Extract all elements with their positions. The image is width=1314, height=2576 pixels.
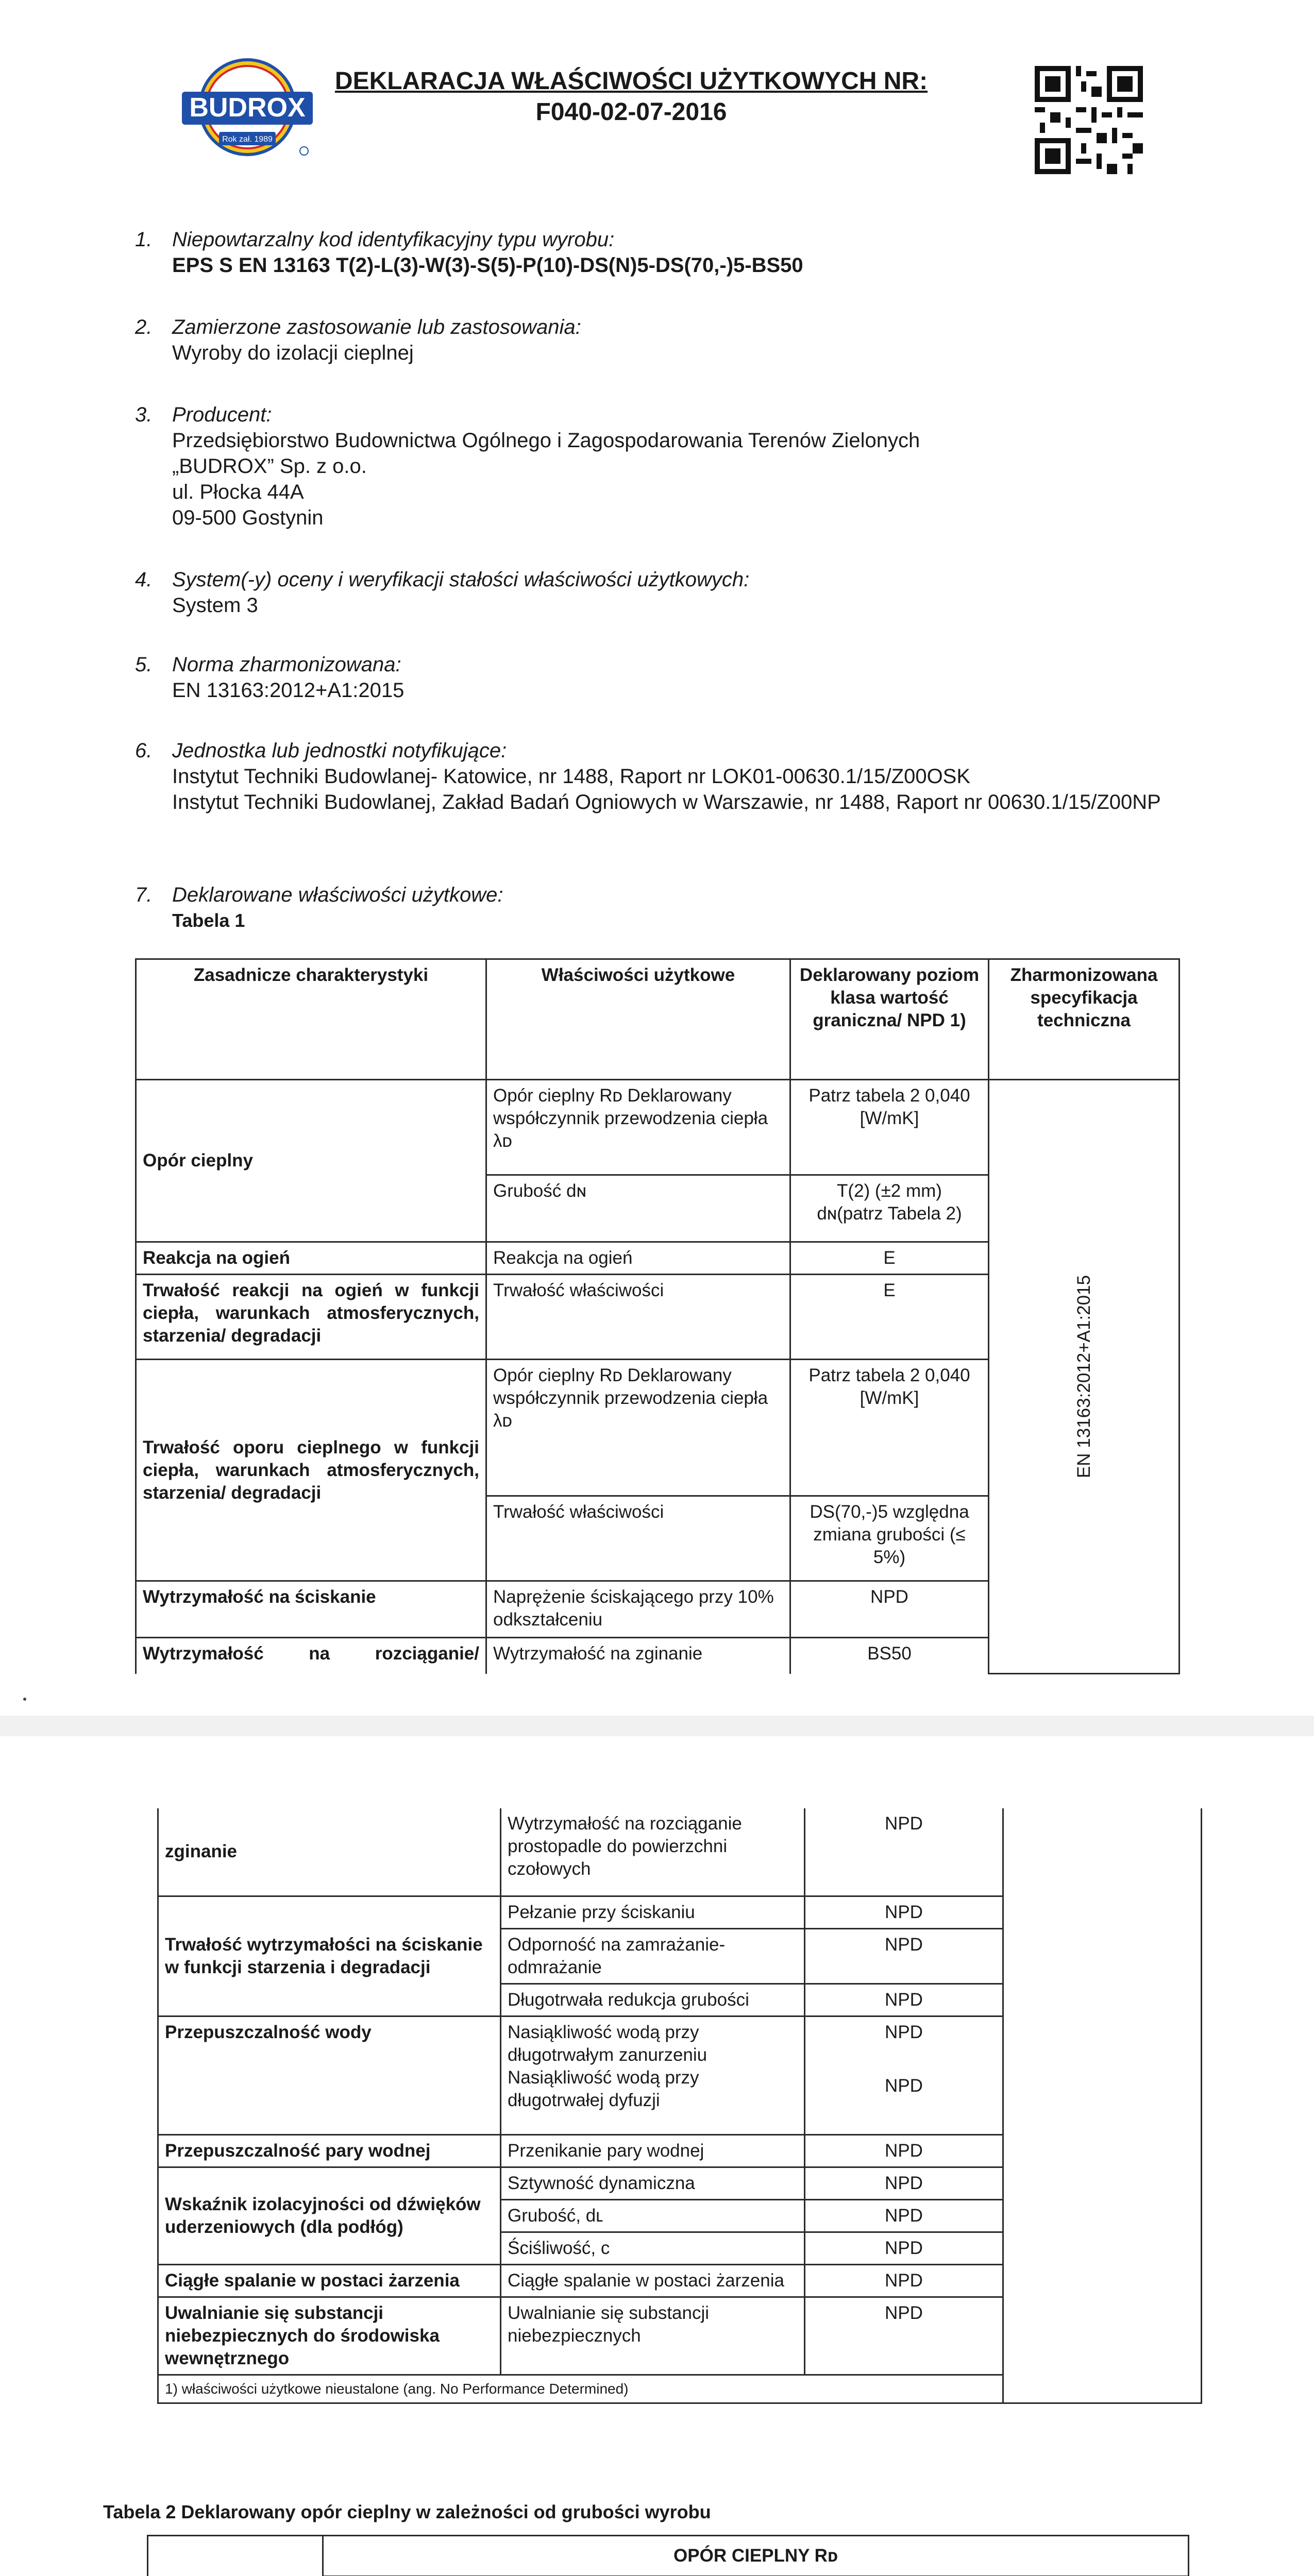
value-cell: NPD <box>805 2297 1003 2375</box>
column-header: Właściwości użytkowe <box>486 959 790 1080</box>
performance-table-continued <box>157 1808 1202 2404</box>
table-row <box>158 1808 1202 1896</box>
property-cell: Reakcja na ogień <box>486 1242 790 1275</box>
notified-body-line: Instytut Techniki Budowlanej- Katowice, nr 1488, Raport nr LOK01-00630.1/15/Z00OSK <box>172 765 971 788</box>
value-cell: E <box>790 1242 989 1275</box>
section-number: 2. <box>135 316 153 338</box>
row-label-cell <box>148 2536 323 2576</box>
declaration-number: F040-02-07-2016 <box>535 98 727 126</box>
column-header: Deklarowany poziom klasa wartość graniczna/ NPD 1) <box>790 959 989 1080</box>
value-line: dɴ(patrz Tabela 2) <box>817 1204 962 1224</box>
characteristic-cell: Ciągłe spalanie w postaci żarzenia <box>158 2264 501 2297</box>
column-header: Zasadnicze charakterystyki <box>136 959 486 1080</box>
title-line-1: DEKLARACJA WŁAŚCIWOŚCI UŻYTKOWYCH NR: <box>334 67 928 95</box>
column-header: Zharmonizowana specyfikacja techniczna <box>989 959 1180 1080</box>
property-cell: Sztywność dynamiczna <box>501 2167 805 2199</box>
intended-use: Wyroby do izolacji cieplnej <box>172 342 414 364</box>
property-cell <box>501 2016 805 2134</box>
value-cell: NPD <box>805 1928 1003 1984</box>
value-line: NPD <box>885 2075 923 2096</box>
property-cell: Ściśliwość, c <box>501 2232 805 2264</box>
property-cell: Grubość dɴ <box>486 1175 790 1242</box>
value-cell: NPD <box>805 2264 1003 2297</box>
section-heading: Norma zharmonizowana: <box>172 653 401 676</box>
table-2-title: OPÓR CIEPLNY Rᴅ <box>323 2536 1189 2576</box>
characteristic-cell: Przepuszczalność wody <box>158 2016 501 2134</box>
characteristic-cell: Uwalnianie się substancji niebezpiecznych do środowiska wewnętrznego <box>158 2297 501 2375</box>
value-cell: NPD <box>790 1581 989 1638</box>
value-cell: NPD <box>805 2232 1003 2264</box>
property-cell: Opór cieplny Rᴅ Deklarowany współczynnik przewodzenia ciepła λᴅ <box>486 1360 790 1496</box>
characteristic-cell: Opór cieplny <box>136 1080 486 1242</box>
value-cell: NPD <box>805 1896 1003 1928</box>
characteristic-cell: Wytrzymałość na ściskanie <box>136 1581 486 1638</box>
harmonized-spec: EN 13163:2012+A1:2015 <box>1073 1275 1094 1479</box>
characteristic-cell: Reakcja na ogień <box>136 1242 486 1275</box>
property-cell: Grubość, dʟ <box>501 2199 805 2232</box>
section-heading: Niepowtarzalny kod identyfikacyjny typu wyrobu: <box>172 228 615 251</box>
scan-mark <box>23 1698 26 1701</box>
property-cell: Ciągłe spalanie w postaci żarzenia <box>501 2264 805 2297</box>
characteristic-cell: Przepuszczalność pary wodnej <box>158 2134 501 2167</box>
value-cell: DS(70,-)5 względna zmiana grubości (≤ 5%) <box>790 1496 989 1581</box>
performance-table <box>135 958 1180 1674</box>
table-header-row <box>136 959 1180 1080</box>
value-cell: Patrz tabela 2 0,040 [W/mK] <box>790 1360 989 1496</box>
value-line: T(2) (±2 mm) <box>837 1181 942 1201</box>
property-line: Nasiąkliwość wodą przy długotrwałej dyfuzji <box>508 2067 699 2110</box>
value-cell: E <box>790 1275 989 1360</box>
footnote: 1) właściwości użytkowe nieustalone (ang. No Performance Determined) <box>158 2375 1003 2403</box>
characteristic-cell: Wytrzymałość na rozciąganie/ <box>136 1638 486 1674</box>
table-2-caption: Tabela 2 Deklarowany opór cieplny w zależności od grubości wyrobu <box>103 2501 711 2522</box>
table-1-caption: Tabela 1 <box>172 910 245 931</box>
section-number: 7. <box>135 884 153 906</box>
characteristic-cell: Trwałość oporu cieplnego w funkcji ciepła, warunkach atmosferycznych, starzenia/ degradacji <box>136 1360 486 1581</box>
value-line: NPD <box>885 2022 923 2042</box>
budrox-logo <box>178 56 317 164</box>
value-cell: NPD <box>805 2167 1003 2199</box>
producent-line: ul. Płocka 44A <box>172 481 304 503</box>
thermal-resistance-table <box>147 2535 1189 2576</box>
value-cell: NPD <box>805 2199 1003 2232</box>
page-separator <box>0 1716 1314 1736</box>
property-cell: Wytrzymałość na rozciąganie prostopadle do powierzchni czołowych <box>501 1808 805 1896</box>
value-cell <box>790 1175 989 1242</box>
logo-tagline: Rok zał. 1989 <box>222 135 273 144</box>
characteristic-cell: Wskaźnik izolacyjności od dźwięków uderzeniowych (dla podłóg) <box>158 2167 501 2264</box>
section-heading: Jednostka lub jednostki notyfikujące: <box>172 739 507 762</box>
system-value: System 3 <box>172 594 258 617</box>
producent-line: 09-500 Gostynin <box>172 506 324 529</box>
producent-line: „BUDROX” Sp. z o.o. <box>172 455 367 478</box>
characteristic-cell: zginanie <box>158 1808 501 1896</box>
characteristic-cell: Trwałość reakcji na ogień w funkcji ciepła, warunkach atmosferycznych, starzenia/ degradacji <box>136 1275 486 1360</box>
producent-line: Przedsiębiorstwo Budownictwa Ogólnego i Zagospodarowania Terenów Zielonych <box>172 429 920 452</box>
value-cell: NPD <box>805 1984 1003 2016</box>
section-number: 5. <box>135 653 153 676</box>
section-heading: Producent: <box>172 403 272 426</box>
property-cell: Uwalnianie się substancji niebezpiecznych <box>501 2297 805 2375</box>
page-2 <box>0 1736 1314 2576</box>
spec-cell <box>989 1080 1180 1674</box>
property-cell: Odporność na zamrażanie-odmrażanie <box>501 1928 805 1984</box>
property-cell: Pełzanie przy ściskaniu <box>501 1896 805 1928</box>
product-code: EPS S EN 13163 T(2)-L(3)-W(3)-S(5)-P(10)-DS(N)5-DS(70,-)5-BS50 <box>172 254 803 277</box>
norm-value: EN 13163:2012+A1:2015 <box>172 679 405 702</box>
section-heading: Deklarowane właściwości użytkowe: <box>172 884 503 906</box>
notified-body-line: Instytut Techniki Budowlanej, Zakład Badań Ogniowych w Warszawie, nr 1488, Raport nr 00630.1/15/Z00NP <box>172 791 1161 814</box>
table-row <box>136 1080 1180 1175</box>
section-number: 3. <box>135 403 153 426</box>
property-cell: Opór cieplny Rᴅ Deklarowany współczynnik przewodzenia ciepła λᴅ <box>486 1080 790 1175</box>
property-line: Nasiąkliwość wodą przy długotrwałym zanurzeniu <box>508 2022 707 2065</box>
property-cell: Trwałość właściwości <box>486 1275 790 1360</box>
logo-text: BUDROX <box>189 93 306 123</box>
characteristic-cell: Trwałość wytrzymałości na ściskanie w funkcji starzenia i degradacji <box>158 1896 501 2016</box>
section-number: 1. <box>135 228 153 251</box>
value-cell: Patrz tabela 2 0,040 [W/mK] <box>790 1080 989 1175</box>
spec-cell <box>1003 1808 1202 2403</box>
section-number: 6. <box>135 739 153 762</box>
value-cell: NPD <box>805 2134 1003 2167</box>
property-cell: Trwałość właściwości <box>486 1496 790 1581</box>
section-heading: System(-y) oceny i weryfikacji stałości właściwości użytkowych: <box>172 568 750 591</box>
section-heading: Zamierzone zastosowanie lub zastosowania: <box>172 316 581 338</box>
table-row <box>148 2536 1189 2576</box>
document-title <box>309 66 953 128</box>
property-cell: Długotrwała redukcja grubości <box>501 1984 805 2016</box>
value-cell <box>805 2016 1003 2134</box>
property-cell: Przenikanie pary wodnej <box>501 2134 805 2167</box>
property-cell: Naprężenie ściskającego przy 10% odkształceniu <box>486 1581 790 1638</box>
value-cell: BS50 <box>790 1638 989 1674</box>
value-cell: NPD <box>805 1808 1003 1896</box>
qr-code-icon <box>1035 66 1143 174</box>
section-number: 4. <box>135 568 153 591</box>
property-cell: Wytrzymałość na zginanie <box>486 1638 790 1674</box>
